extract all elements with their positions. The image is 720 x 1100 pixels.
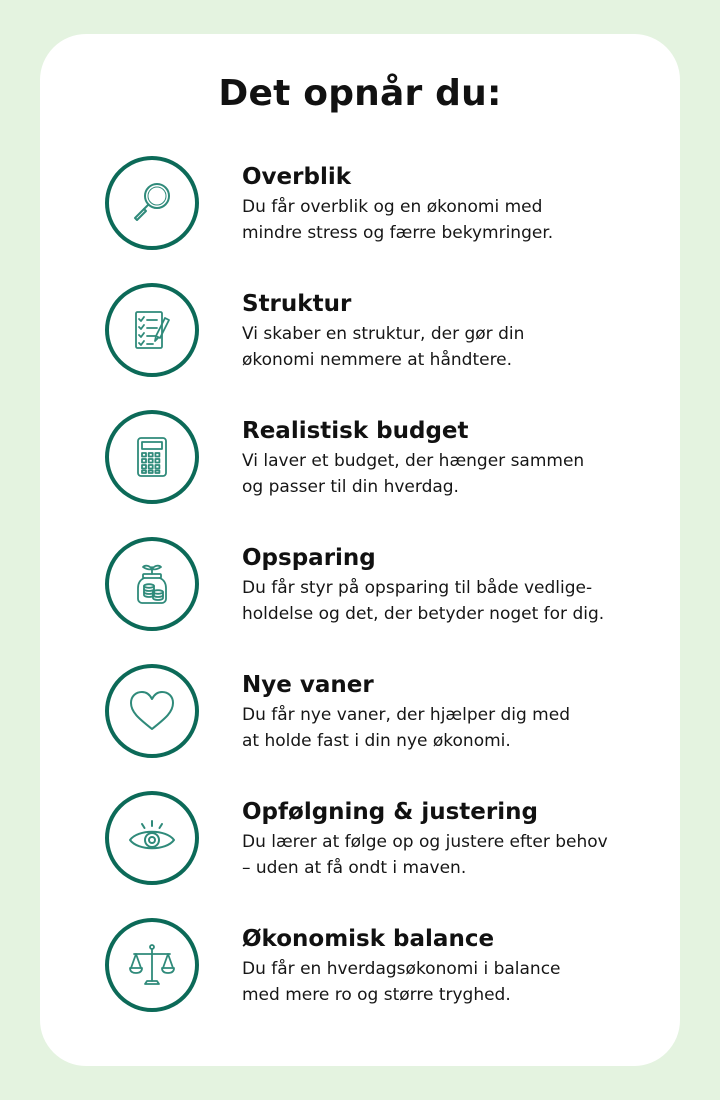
item-title: Økonomisk balance xyxy=(242,926,495,952)
item-title: Nye vaner xyxy=(242,672,374,698)
checklist-icon xyxy=(105,283,199,377)
item-description: Du får overblik og en økonomi med mindre stress og færre bekymringer. xyxy=(242,197,554,243)
item-description: Du får styr på opsparing til både vedlige- holdelse og det, der betyder noget for dig. xyxy=(242,578,605,624)
magnifier-icon xyxy=(105,156,199,250)
item-title: Opfølgning & justering xyxy=(242,799,538,825)
scales-icon xyxy=(105,918,199,1012)
benefit-item-opfoelgning xyxy=(0,791,720,901)
benefit-item-struktur xyxy=(0,283,720,393)
item-title: Realistisk budget xyxy=(242,418,469,444)
eye-icon xyxy=(105,791,199,885)
item-description: Du lærer at følge op og justere efter behov – uden at få ondt i maven. xyxy=(242,832,608,878)
heart-icon xyxy=(105,664,199,758)
benefit-item-overblik xyxy=(0,156,720,266)
item-title: Struktur xyxy=(242,291,352,317)
item-description: Du får en hverdagsøkonomi i balance med mere ro og større tryghed. xyxy=(242,959,561,1005)
benefit-item-budget xyxy=(0,410,720,520)
item-title: Overblik xyxy=(242,164,352,190)
item-description: Vi laver et budget, der hænger sammen og passer til din hverdag. xyxy=(242,451,585,497)
item-title: Opsparing xyxy=(242,545,376,571)
calculator-icon xyxy=(105,410,199,504)
benefit-item-opsparing xyxy=(0,537,720,647)
page-title: Det opnår du: xyxy=(218,73,502,114)
item-description: Vi skaber en struktur, der gør din økonomi nemmere at håndtere. xyxy=(242,324,525,370)
benefit-item-balance xyxy=(0,918,720,1028)
savings-jar-icon xyxy=(105,537,199,631)
item-description: Du får nye vaner, der hjælper dig med at holde fast i din nye økonomi. xyxy=(242,705,570,751)
benefit-item-vaner xyxy=(0,664,720,774)
